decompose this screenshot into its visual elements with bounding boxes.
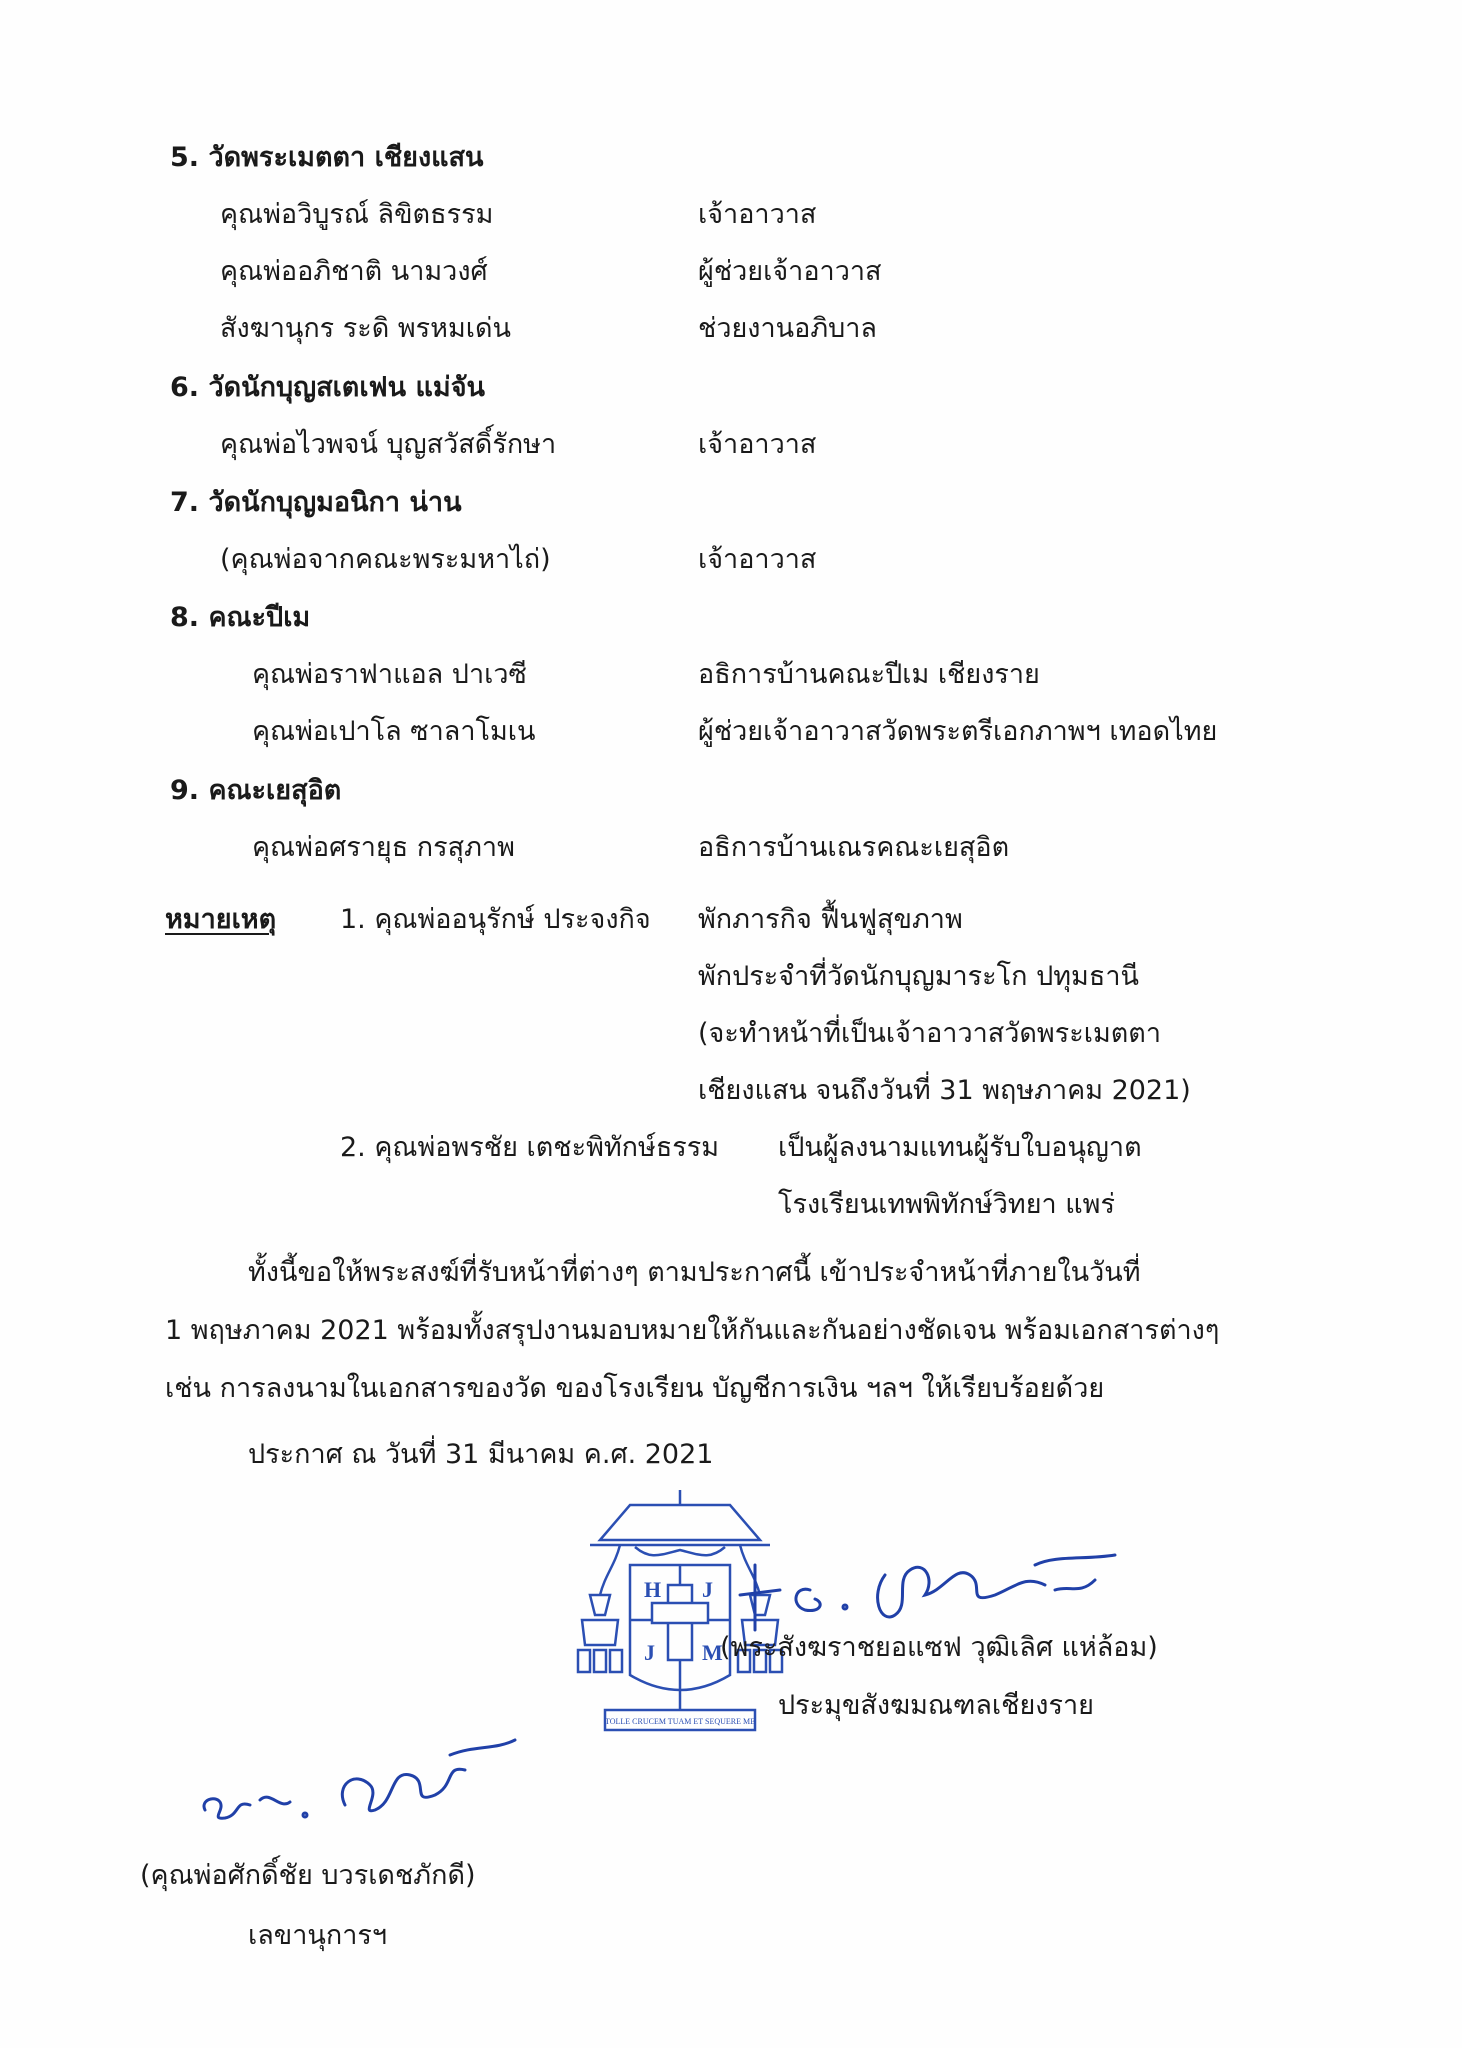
staff-name: คุณพ่อราฟาแอล ปาเวซี (252, 659, 527, 690)
staff-role: เจ้าอาวาส (698, 544, 817, 575)
staff-role: อธิการบ้านเณรคณะเยสุอิต (698, 832, 1010, 863)
bishop-name: (พระสังฆราชยอแซฟ วุฒิเลิศ แห่ล้อม) (720, 1632, 1158, 1663)
announcement-date: ประกาศ ณ วันที่ 31 มีนาคม ค.ศ. 2021 (248, 1439, 714, 1470)
staff-name: คุณพ่อวิบูรณ์ ลิขิตธรรม (220, 199, 494, 230)
seal-letter: M (702, 1640, 723, 1665)
body-paragraph-line: 1 พฤษภาคม 2021 พร้อมทั้งสรุปงานมอบหมายให้กันและกันอย่างชัดเจน พร้อมเอกสารต่างๆ (165, 1315, 1220, 1346)
staff-name: คุณพ่อไวพจน์ บุญสวัสดิ์รักษา (220, 429, 557, 460)
seal-letter: J (702, 1577, 713, 1602)
staff-role: อธิการบ้านคณะปีเม เชียงราย (698, 659, 1040, 690)
note-item-line: พักภารกิจ ฟื้นฟูสุขภาพ (698, 904, 963, 935)
note-item-line: (จะทำหน้าที่เป็นเจ้าอาวาสวัดพระเมตตา (698, 1018, 1161, 1049)
section-heading: 6. วัดนักบุญสเตเฟน แม่จัน (170, 372, 486, 403)
section-heading: 7. วัดนักบุญมอนิกา น่าน (170, 487, 462, 518)
note-item-name: 2. คุณพ่อพรชัย เตชะพิทักษ์ธรรม (340, 1132, 720, 1163)
seal-letter: J (644, 1640, 655, 1665)
note-item-line: เชียงแสน จนถึงวันที่ 31 พฤษภาคม 2021) (698, 1075, 1191, 1106)
staff-name: คุณพ่ออภิชาติ นามวงศ์ (220, 256, 488, 287)
body-paragraph-line: เช่น การลงนามในเอกสารของวัด ของโรงเรียน บัญชีการเงิน ฯลฯ ให้เรียบร้อยด้วย (165, 1373, 1105, 1404)
staff-role: ช่วยงานอภิบาล (698, 313, 877, 344)
staff-role: ผู้ช่วยเจ้าอาวาสวัดพระตรีเอกภาพฯ เทอดไทย (698, 716, 1218, 747)
bishop-signature (735, 1535, 1125, 1645)
seal-motto: TOLLE CRUCEM TUAM ET SEQUERE ME (604, 1717, 756, 1726)
note-item-line: โรงเรียนเทพพิทักษ์วิทยา แพร่ (778, 1189, 1115, 1220)
staff-name: คุณพ่อเปาโล ซาลาโมเน (252, 716, 536, 747)
note-item-line: เป็นผู้ลงนามแทนผู้รับใบอนุญาต (778, 1132, 1142, 1163)
section-heading: 8. คณะปีเม (170, 602, 311, 633)
secretary-name: (คุณพ่อศักดิ์ชัย บวรเดชภักดี) (140, 1860, 476, 1891)
note-label: หมายเหตุ (165, 904, 277, 935)
staff-name: คุณพ่อศรายุธ กรสุภาพ (252, 832, 515, 863)
staff-role: ผู้ช่วยเจ้าอาวาส (698, 256, 882, 287)
secretary-title: เลขานุการฯ (248, 1920, 388, 1951)
staff-role: เจ้าอาวาส (698, 429, 817, 460)
body-paragraph-line: ทั้งนี้ขอให้พระสงฆ์ที่รับหน้าที่ต่างๆ ตามประกาศนี้ เข้าประจำหน้าที่ภายในวันที่ (248, 1257, 1141, 1288)
staff-role: เจ้าอาวาส (698, 199, 817, 230)
secretary-signature (195, 1730, 530, 1840)
section-heading: 5. วัดพระเมตตา เชียงแสน (170, 142, 484, 173)
seal-letter: H (644, 1577, 662, 1602)
section-heading: 9. คณะเยสุอิต (170, 775, 342, 806)
staff-name: (คุณพ่อจากคณะพระมหาไถ่) (220, 544, 551, 575)
staff-name: สังฆานุกร ระดิ พรหมเด่น (220, 313, 511, 344)
note-item-name: 1. คุณพ่ออนุรักษ์ ประจงกิจ (340, 904, 651, 935)
note-item-line: พักประจำที่วัดนักบุญมาระโก ปทุมธานี (698, 961, 1139, 992)
bishop-title: ประมุขสังฆมณฑลเชียงราย (778, 1690, 1094, 1721)
